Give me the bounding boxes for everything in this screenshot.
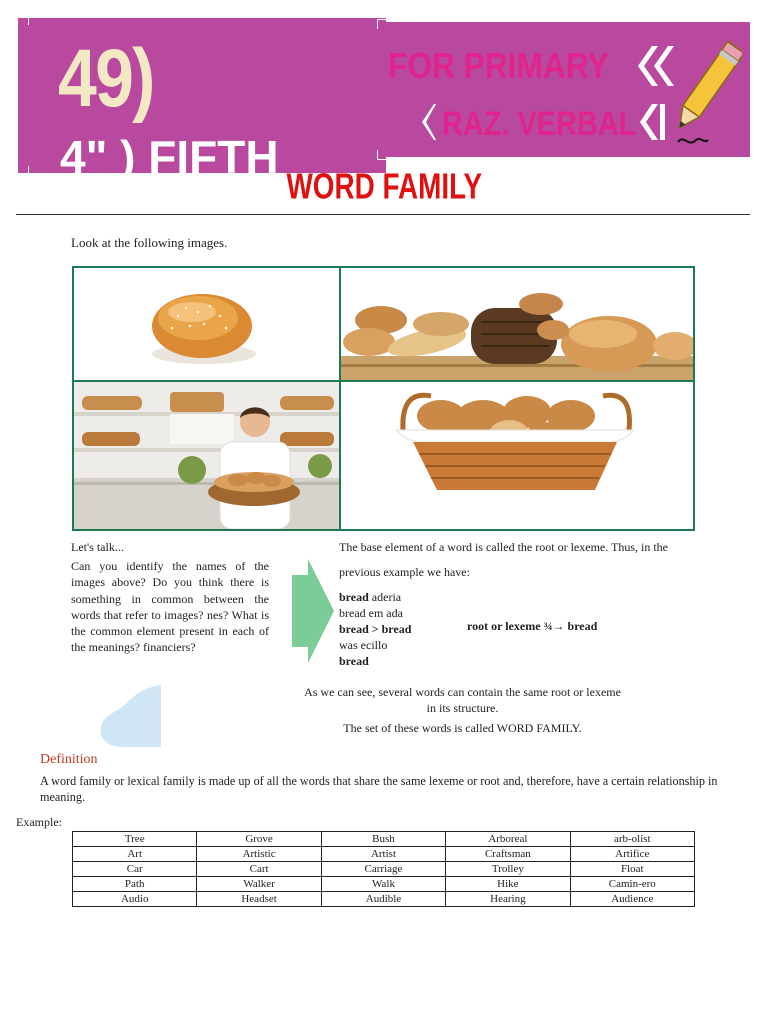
word-list-item: bread [339, 654, 369, 668]
divider [16, 214, 750, 215]
table-cell: Arboreal [446, 832, 570, 847]
root-intro-line2: previous example we have: [339, 565, 470, 579]
talk-heading: Let's talk... [71, 540, 124, 554]
table-cell: Hearing [446, 892, 570, 907]
lesson-number: 49) [58, 33, 154, 124]
baker-image [74, 382, 339, 529]
table-cell: Grove [197, 832, 321, 847]
intro-text: Look at the following images. [71, 235, 228, 250]
bread-roll-image [74, 268, 339, 380]
arrow-right-icon [288, 557, 336, 665]
table-row [73, 832, 695, 847]
page-title: WORD FAMILY [286, 167, 482, 207]
table-cell: Bush [321, 832, 445, 847]
table-cell: Walker [197, 877, 321, 892]
example-label: Example: [16, 815, 62, 829]
word-family-table [72, 831, 695, 907]
conclusion-line1: As we can see, several words can contain the same root or lexeme in its structure. [304, 685, 621, 715]
table-cell: Carriage [321, 862, 445, 877]
conclusion-line2: The set of these words is called WORD FAMILY. [343, 721, 582, 735]
header-right-band [380, 22, 750, 157]
table-cell: Path [73, 877, 197, 892]
corner-mark [377, 150, 387, 160]
table-cell: Audible [321, 892, 445, 907]
bread-assortment-image [341, 268, 693, 380]
bread-basket-image [341, 382, 693, 529]
root-intro-line1: The base element of a word is called the root or lexeme. Thus, in the [339, 540, 669, 554]
table-row [73, 892, 695, 907]
word-list-item: bread aderia [339, 590, 402, 604]
table-cell: Craftsman [446, 847, 570, 862]
table-cell: Walk [321, 877, 445, 892]
word-list-item: bread em ada [339, 606, 403, 620]
corner-mark [377, 19, 387, 29]
table-cell: arb-olist [570, 832, 694, 847]
image-grid [72, 266, 695, 531]
corner-mark [28, 15, 38, 25]
definition-heading: Definition [40, 752, 98, 767]
table-cell: Camin-ero [570, 877, 694, 892]
decorative-shape [99, 685, 161, 747]
table-cell: Headset [197, 892, 321, 907]
grade-label: 4" ) FIFTH [60, 131, 279, 183]
table-cell: Audio [73, 892, 197, 907]
level-label: FOR PRIMARY [388, 45, 609, 86]
table-cell: Car [73, 862, 197, 877]
header-left-band [18, 18, 386, 183]
table-cell: Audience [570, 892, 694, 907]
root-label: root or lexeme ¾→ bread [467, 619, 598, 633]
subject-label: RAZ. VERBAL [442, 105, 637, 143]
table-cell: Float [570, 862, 694, 877]
definition-body: A word family or lexical family is made up of all the words that share the same lexeme or root and, therefore, have a certain relationship in meaning. [40, 774, 718, 804]
table-cell: Cart [197, 862, 321, 877]
word-list [339, 589, 411, 669]
table-cell: Art [73, 847, 197, 862]
table-cell: Artifice [570, 847, 694, 862]
chevron-double-icon [632, 44, 674, 88]
table-cell: Tree [73, 832, 197, 847]
table-cell: Artistic [197, 847, 321, 862]
table-cell: Artist [321, 847, 445, 862]
table-cell: Trolley [446, 862, 570, 877]
table-cell: Hike [446, 877, 570, 892]
talk-body: Can you identify the names of the images above? Do you think there is something in common between the words that refer to images? nes? What is the common element present in each of the meanings? financiers? [71, 559, 269, 655]
chevron-icon [638, 102, 668, 142]
chevron-icon [420, 102, 436, 142]
table-row [73, 847, 695, 862]
table-row [73, 862, 695, 877]
pencil-icon [670, 30, 742, 150]
word-list-item: was ecillo [339, 638, 388, 652]
table-row [73, 877, 695, 892]
word-list-item: bread > bread [339, 622, 412, 636]
